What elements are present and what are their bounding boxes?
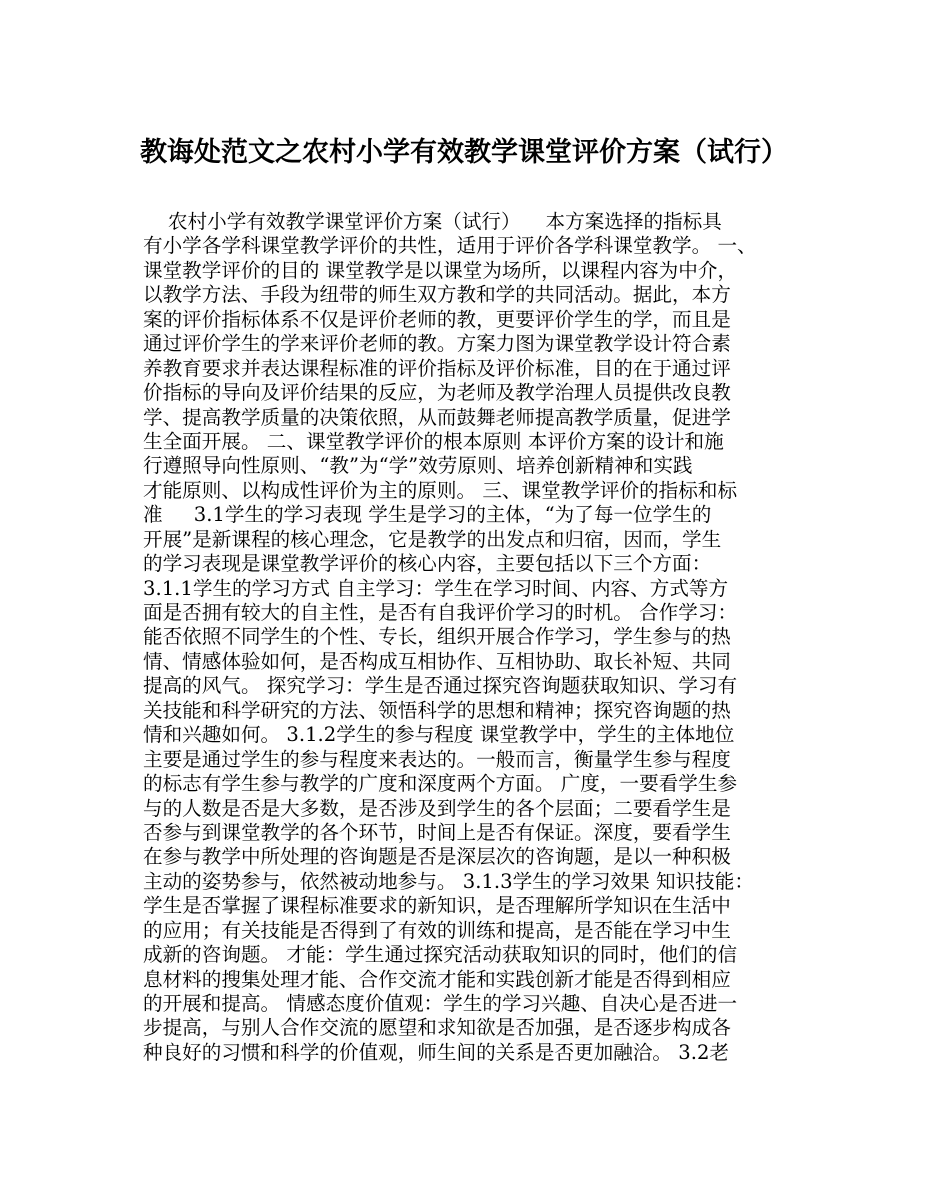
body-line: 情、情感体验如何，是否构成互相协作、互相协助、取长补短、共同 xyxy=(143,649,731,673)
body-line: 的应用；有关技能是否得到了有效的训练和提高，是否能在学习中生 xyxy=(143,918,731,942)
body-line: 学生是否掌握了课程标准要求的新知识，是否理解所学知识在生活中 xyxy=(143,894,731,918)
body-line: 情和兴趣如何。 3.1.2学生的参与程度 课堂教学中，学生的主体地位 xyxy=(143,723,735,747)
body-line: 种良好的习惯和科学的价值观，师生间的关系是否更加融洽。 3.2老 xyxy=(143,1040,730,1064)
document-body xyxy=(143,210,825,1065)
body-line: 准 3.1学生的学习表现 学生是学习的主体，“为了每一位学生的 xyxy=(143,503,712,527)
body-line: 能否依照不同学生的个性、专长，组织开展合作学习，学生参与的热 xyxy=(143,625,731,649)
body-line: 价指标的导向及评价结果的反应，为老师及教学治理人员提供改良教 xyxy=(143,381,731,405)
body-line: 主要是通过学生的参与程度来表达的。一般而言，衡量学生参与程度 xyxy=(143,747,731,771)
body-line: 关技能和科学研究的方法、领悟科学的思想和精神；探究咨询题的热 xyxy=(143,698,731,722)
body-line: 主动的姿势参与，依然被动地参与。 3.1.3学生的学习效果 知识技能： xyxy=(143,869,754,893)
body-line: 学、提高教学质量的决策依照，从而鼓舞老师提高教学质量，促进学 xyxy=(143,405,731,429)
body-line: 否参与到课堂教学的各个环节，时间上是否有保证。深度，要看学生 xyxy=(143,820,731,844)
body-line: 与的人数是否是大多数，是否涉及到学生的各个层面；二要看学生是 xyxy=(143,796,731,820)
body-line: 提高的风气。 探究学习：学生是否通过探究咨询题获取知识、学习有 xyxy=(143,674,738,698)
body-line: 面是否拥有较大的自主性，是否有自我评价学习的时机。 合作学习： xyxy=(143,601,738,624)
body-line: 3.1.1学生的学习方式 自主学习：学生在学习时间、内容、方式等方 xyxy=(143,576,729,600)
body-line: 的标志有学生参与教学的广度和深度两个方面。 广度，一要看学生参 xyxy=(143,772,738,796)
body-line: 通过评价学生的学来评价老师的教。方案力图为课堂教学设计符合素 xyxy=(143,332,731,356)
body-line: 以教学方法、手段为纽带的师生双方教和学的共同活动。据此，本方 xyxy=(143,283,731,307)
body-line: 成新的咨询题。 才能：学生通过探究活动获取知识的同时，他们的信 xyxy=(143,943,738,967)
body-line: 课堂教学评价的目的 课堂教学是以课堂为场所，以课程内容为中介， xyxy=(143,258,738,282)
body-line: 开展”是新课程的核心理念，它是教学的出发点和归宿，因而，学生 xyxy=(143,527,722,551)
body-line: 养教育要求并表达课程标准的评价指标及评价标准，目的在于通过评 xyxy=(143,356,731,380)
body-line: 农村小学有效教学课堂评价方案（试行） 本方案选择的指标具 xyxy=(143,210,722,233)
document-title: 教诲处范文之农村小学有效教学课堂评价方案（试行） xyxy=(140,137,788,168)
body-line: 案的评价指标体系不仅是评价老师的教，更要评价学生的学，而且是 xyxy=(143,307,731,331)
body-line: 步提高，与别人合作交流的愿望和求知欲是否加强，是否逐步构成各 xyxy=(143,1016,731,1040)
body-line: 息材料的搜集处理才能、合作交流才能和实践创新才能是否得到相应 xyxy=(143,967,731,991)
body-line: 有小学各学科课堂教学评价的共性，适用于评价各学科课堂教学。 一、 xyxy=(143,234,757,258)
body-line: 的学习表现是课堂教学评价的核心内容，主要包括以下三个方面： xyxy=(143,552,712,576)
body-line: 生全面开展。 二、课堂教学评价的根本原则 本评价方案的设计和施 xyxy=(143,429,724,453)
body-line: 的开展和提高。 情感态度价值观：学生的学习兴趣、自决心是否进一 xyxy=(143,992,738,1015)
body-line: 才能原则、以构成性评价为主的原则。 三、课堂教学评价的指标和标 xyxy=(143,478,738,502)
body-line: 行遵照导向性原则、“教”为“学”效劳原则、培养创新精神和实践 xyxy=(143,454,693,478)
body-line: 在参与教学中所处理的咨询题是否是深层次的咨询题，是以一种积极 xyxy=(143,845,731,869)
